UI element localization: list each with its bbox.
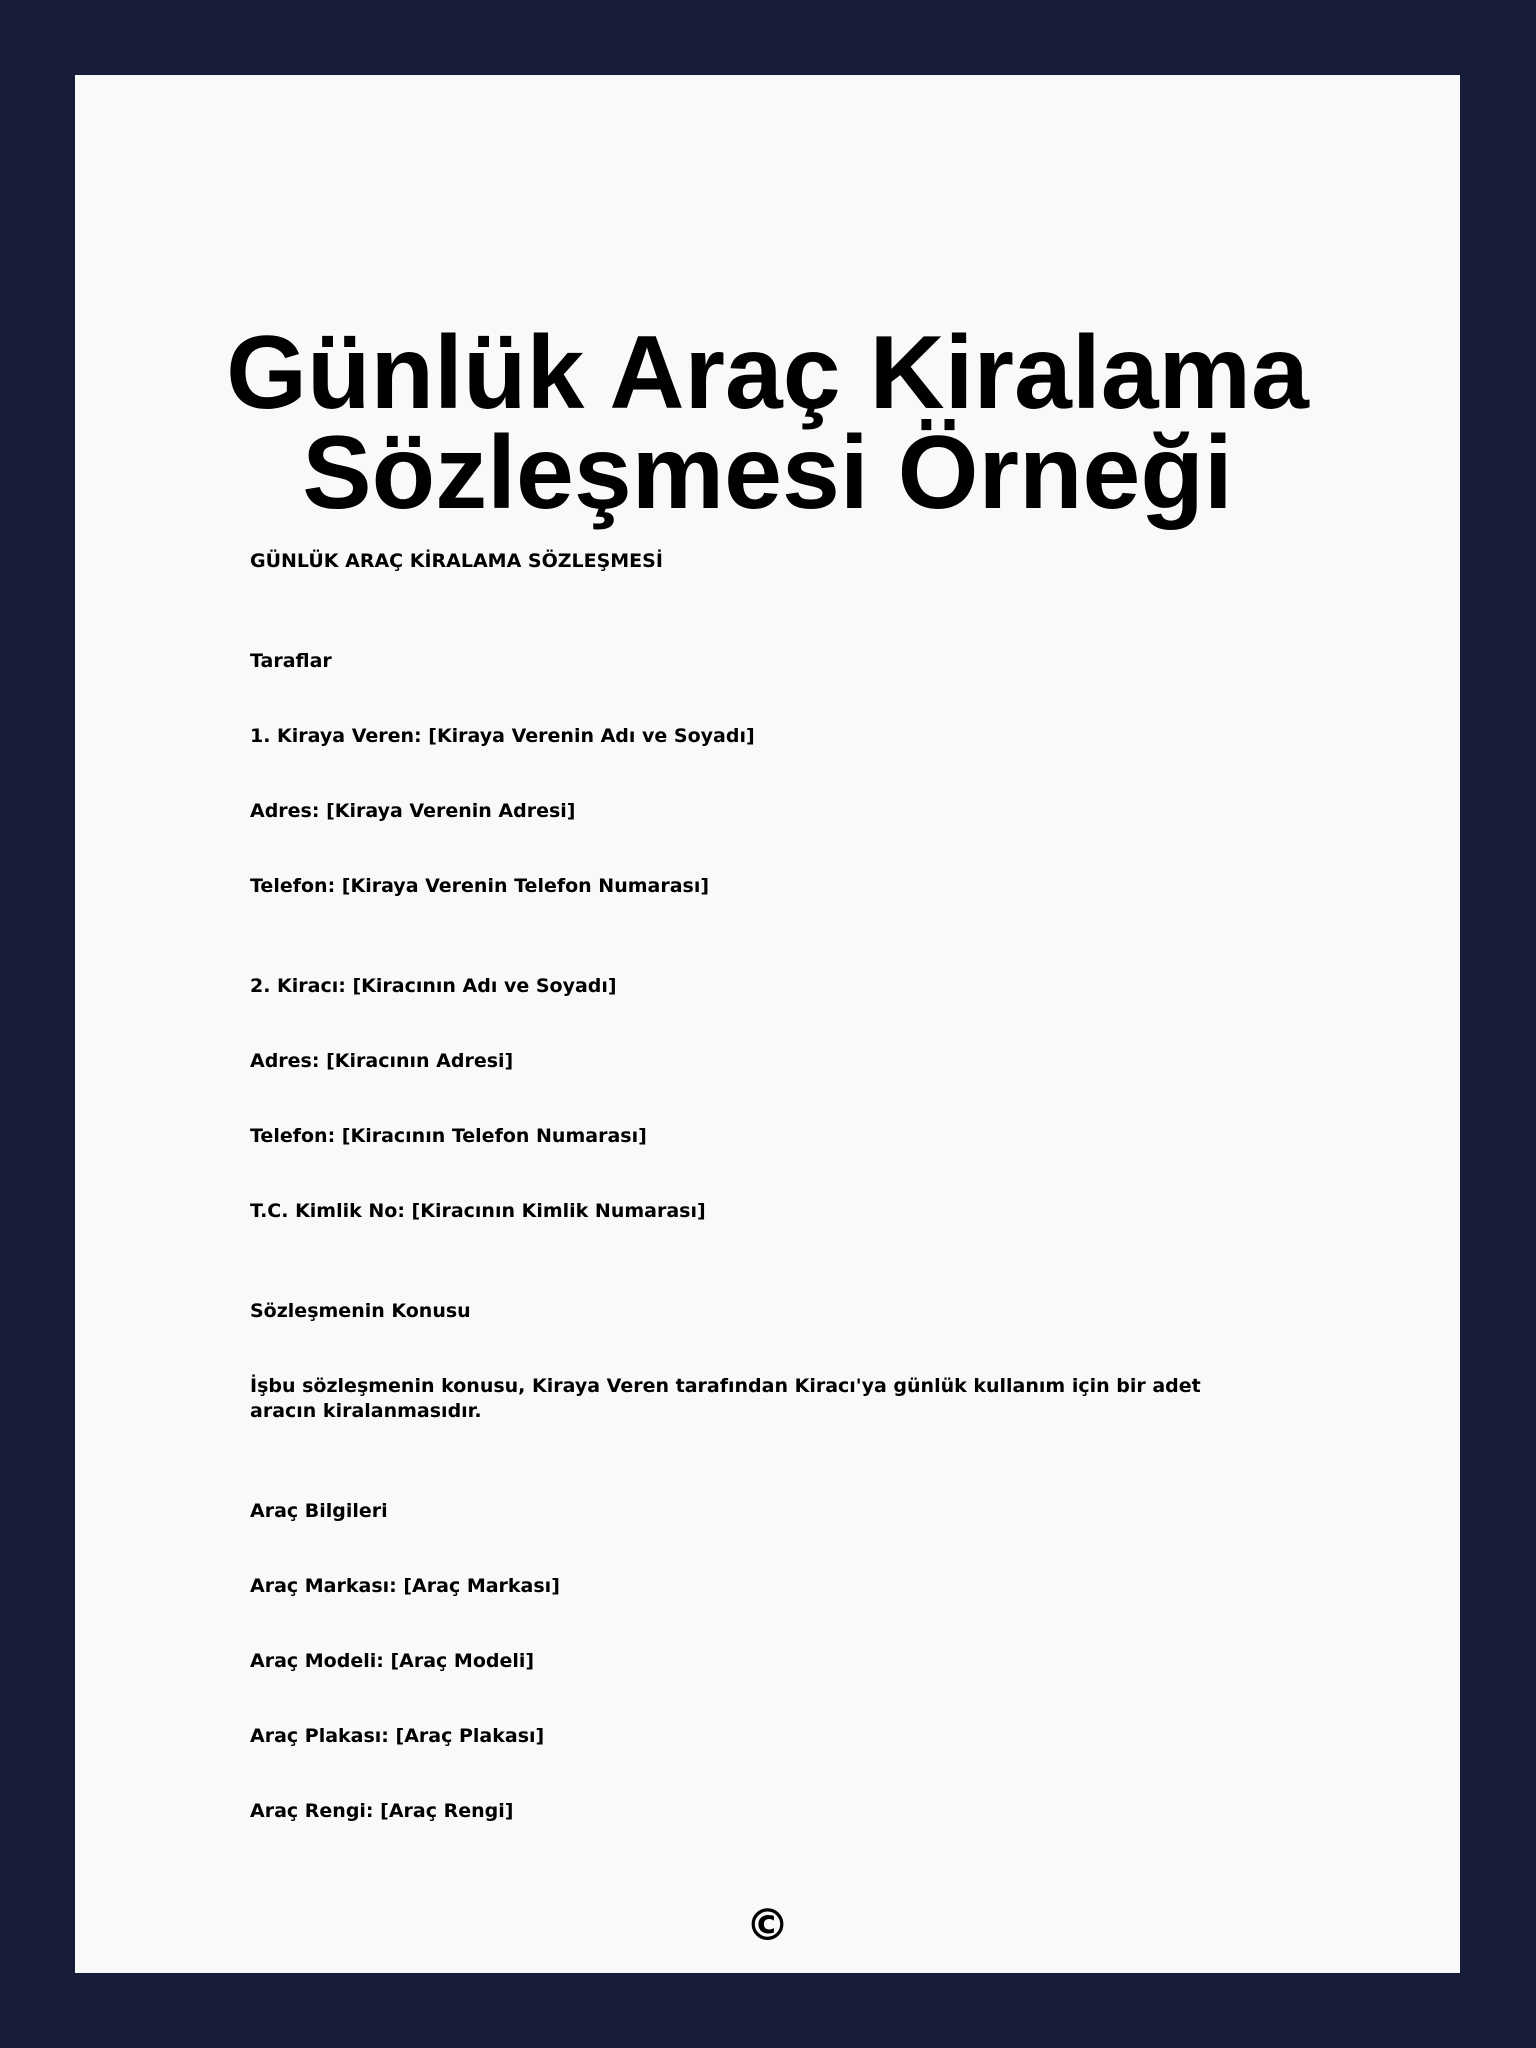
parties-heading: Taraflar <box>250 650 332 672</box>
contract-heading: GÜNLÜK ARAÇ KİRALAMA SÖZLEŞMESİ <box>250 550 663 572</box>
subject-text: İşbu sözleşmenin konusu, Kiraya Veren tarafından Kiracı'ya günlük kullanım için bir adet aracın kiralanmasıdır. <box>250 1375 1201 1422</box>
vehicle-plate: Araç Plakası: [Araç Plakası] <box>250 1725 545 1747</box>
title-line-2: Sözleşmesi Örneği <box>302 415 1233 531</box>
lessor-phone: Telefon: [Kiraya Verenin Telefon Numarası] <box>250 875 710 897</box>
lessor-name: 1. Kiraya Veren: [Kiraya Verenin Adı ve Soyadı] <box>250 725 755 747</box>
document-title <box>75 315 1460 531</box>
title-line-1: Günlük Araç Kiralama <box>226 315 1309 431</box>
tenant-address: Adres: [Kiracının Adresi] <box>250 1050 514 1072</box>
vehicle-model: Araç Modeli: [Araç Modeli] <box>250 1650 535 1672</box>
tenant-name: 2. Kiracı: [Kiracının Adı ve Soyadı] <box>250 975 617 997</box>
copyright-icon: © <box>745 1900 790 1951</box>
vehicle-brand: Araç Markası: [Araç Markası] <box>250 1575 560 1597</box>
subject-heading: Sözleşmenin Konusu <box>250 1300 471 1322</box>
vehicle-color: Araç Rengi: [Araç Rengi] <box>250 1800 514 1822</box>
tenant-phone: Telefon: [Kiracının Telefon Numarası] <box>250 1125 647 1147</box>
lessor-address: Adres: [Kiraya Verenin Adresi] <box>250 800 576 822</box>
document-page <box>75 75 1460 1973</box>
tenant-id: T.C. Kimlik No: [Kiracının Kimlik Numarası] <box>250 1200 706 1222</box>
vehicle-heading: Araç Bilgileri <box>250 1500 388 1522</box>
